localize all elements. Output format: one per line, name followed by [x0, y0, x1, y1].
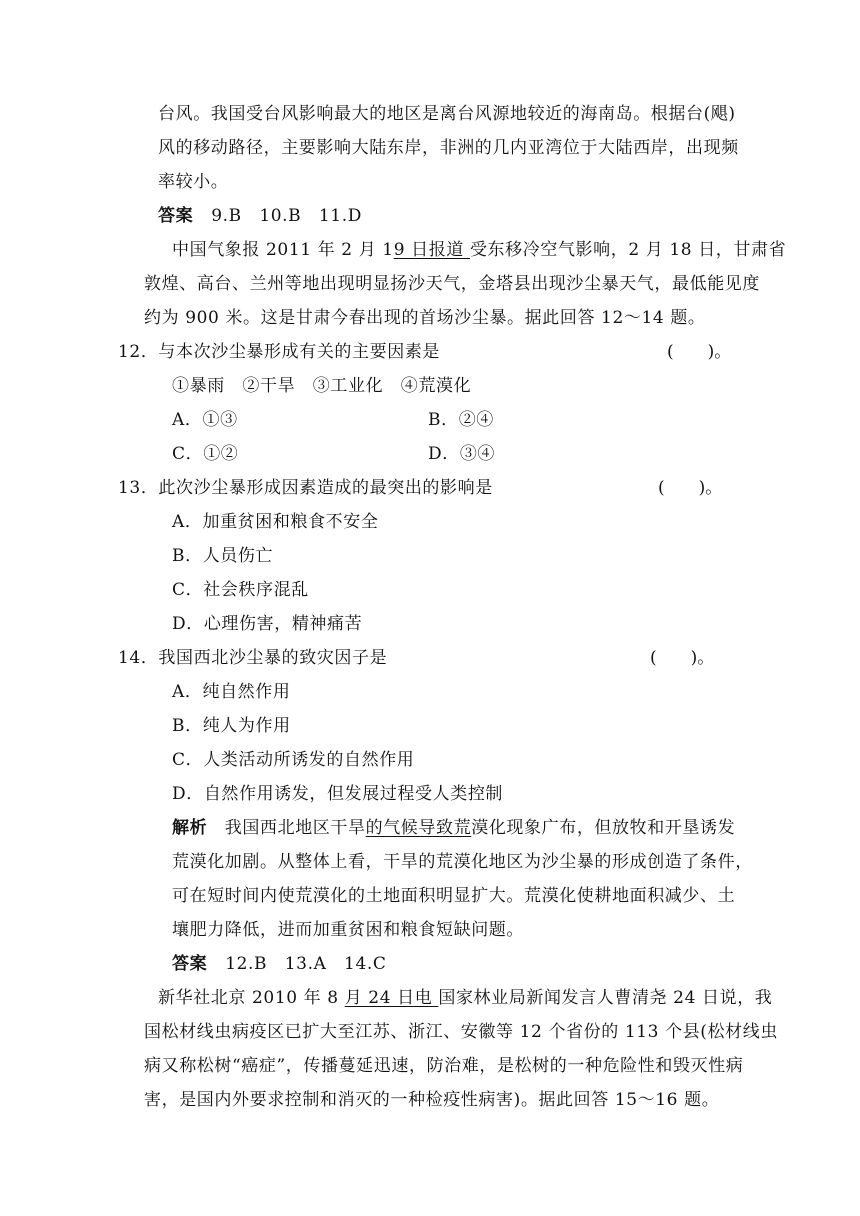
q12-option-b: B．②④ [428, 410, 494, 430]
passage1-line-2: 敦煌、高台、兰州等地出现明显扬沙天气，金塔县出现沙尘暴天气，最低能见度 [144, 274, 760, 294]
q14-option-b: B．纯人为作用 [172, 716, 291, 736]
passage2-text: 国家林业局新闻发言人曹清尧 24 日说，我 [438, 988, 773, 1008]
passage1-line-1 [172, 238, 786, 262]
q14-option-d: D．自然作用诱发，但发展过程受人类控制 [172, 784, 504, 804]
passage1-line-3: 约为 900 米。这是甘肃今春出现的首场沙尘暴。据此回答 12～14 题。 [144, 308, 706, 328]
intro-line-2: 风的移动路径，主要影响大陆东岸，非洲的几内亚湾位于大陆西岸，出现频 [158, 138, 739, 158]
analysis-label: 解析 [172, 818, 208, 838]
analysis-line-1 [172, 816, 735, 840]
q13-option-a: A．加重贫困和粮食不安全 [172, 512, 379, 532]
q14-option-c: C．人类活动所诱发的自然作用 [172, 750, 415, 770]
q14-option-a: A．纯自然作用 [172, 682, 291, 702]
answer-text: 9.B 10.B 11.D [211, 206, 362, 226]
analysis-line-3: 可在短时间内使荒漠化的土地面积明显扩大。荒漠化使耕地面积减少、土 [172, 886, 736, 906]
intro-line-1: 台风。我国受台风影响最大的地区是离台风源地较近的海南岛。根据台(飓) [158, 104, 736, 124]
q14-stem: 14．我国西北沙尘暴的致灾因子是 [118, 648, 388, 668]
q14-answer-blank: ( )。 [650, 648, 715, 668]
q12-option-c: C．①② [172, 444, 239, 464]
answer-line-2 [172, 952, 387, 976]
passage1-text: 中国气象报 2011 年 2 月 1 [172, 240, 394, 260]
q12-option-a: A．①③ [172, 410, 238, 430]
q12-option-d: D．③④ [428, 444, 496, 464]
analysis-line-4: 壤肥力降低，进而加重贫困和粮食短缺问题。 [172, 920, 524, 940]
q12-answer-blank: ( )。 [667, 342, 732, 362]
q13-option-d: D．心理伤害，精神痛苦 [172, 614, 363, 634]
answer-label: 答案 [172, 954, 208, 974]
passage2-line-4: 害，是国内外要求控制和消灭的一种检疫性病害)。据此回答 15～16 题。 [144, 1090, 720, 1110]
analysis-line-2: 荒漠化加剧。从整体上看，干旱的荒漠化地区为沙尘暴的形成创造了条件， [172, 852, 753, 872]
q13-stem: 13．此次沙尘暴形成因素造成的最突出的影响是 [118, 478, 493, 498]
passage2-line-2: 国松材线虫病疫区已扩大至江苏、浙江、安徽等 12 个省份的 113 个县(松材线虫 [144, 1022, 778, 1042]
q13-answer-blank: ( )。 [658, 478, 723, 498]
analysis-text: 我国西北地区干旱 [207, 818, 366, 838]
intro-line-3: 率较小。 [158, 172, 229, 192]
passage2-line-1 [158, 986, 772, 1010]
q12-items: ①暴雨 ②干旱 ③工业化 ④荒漠化 [172, 376, 472, 396]
q13-option-b: B．人员伤亡 [172, 546, 274, 566]
passage2-text: 新华社北京 2010 年 8 [158, 988, 345, 1008]
q13-option-c: C．社会秩序混乱 [172, 580, 309, 600]
passage1-text: 受东移冷空气影响，2 月 18 日，甘肃省 [469, 240, 787, 260]
answer-line-1 [158, 204, 362, 228]
passage1-underlined: 9 日报道 [393, 240, 470, 260]
analysis-underlined: 的气候导致荒 [365, 818, 472, 838]
passage2-underlined: 月 24 日电 [344, 988, 439, 1008]
analysis-text: 漠化现象广布，但放牧和开垦诱发 [471, 818, 736, 838]
passage2-line-3: 病又称松树“癌症”，传播蔓延迅速，防治难，是松树的一种危险性和毁灭性病 [144, 1056, 744, 1076]
q12-stem: 12．与本次沙尘暴形成有关的主要因素是 [118, 342, 441, 362]
answer-label: 答案 [158, 206, 194, 226]
answer-text: 12.B 13.A 14.C [225, 954, 387, 974]
